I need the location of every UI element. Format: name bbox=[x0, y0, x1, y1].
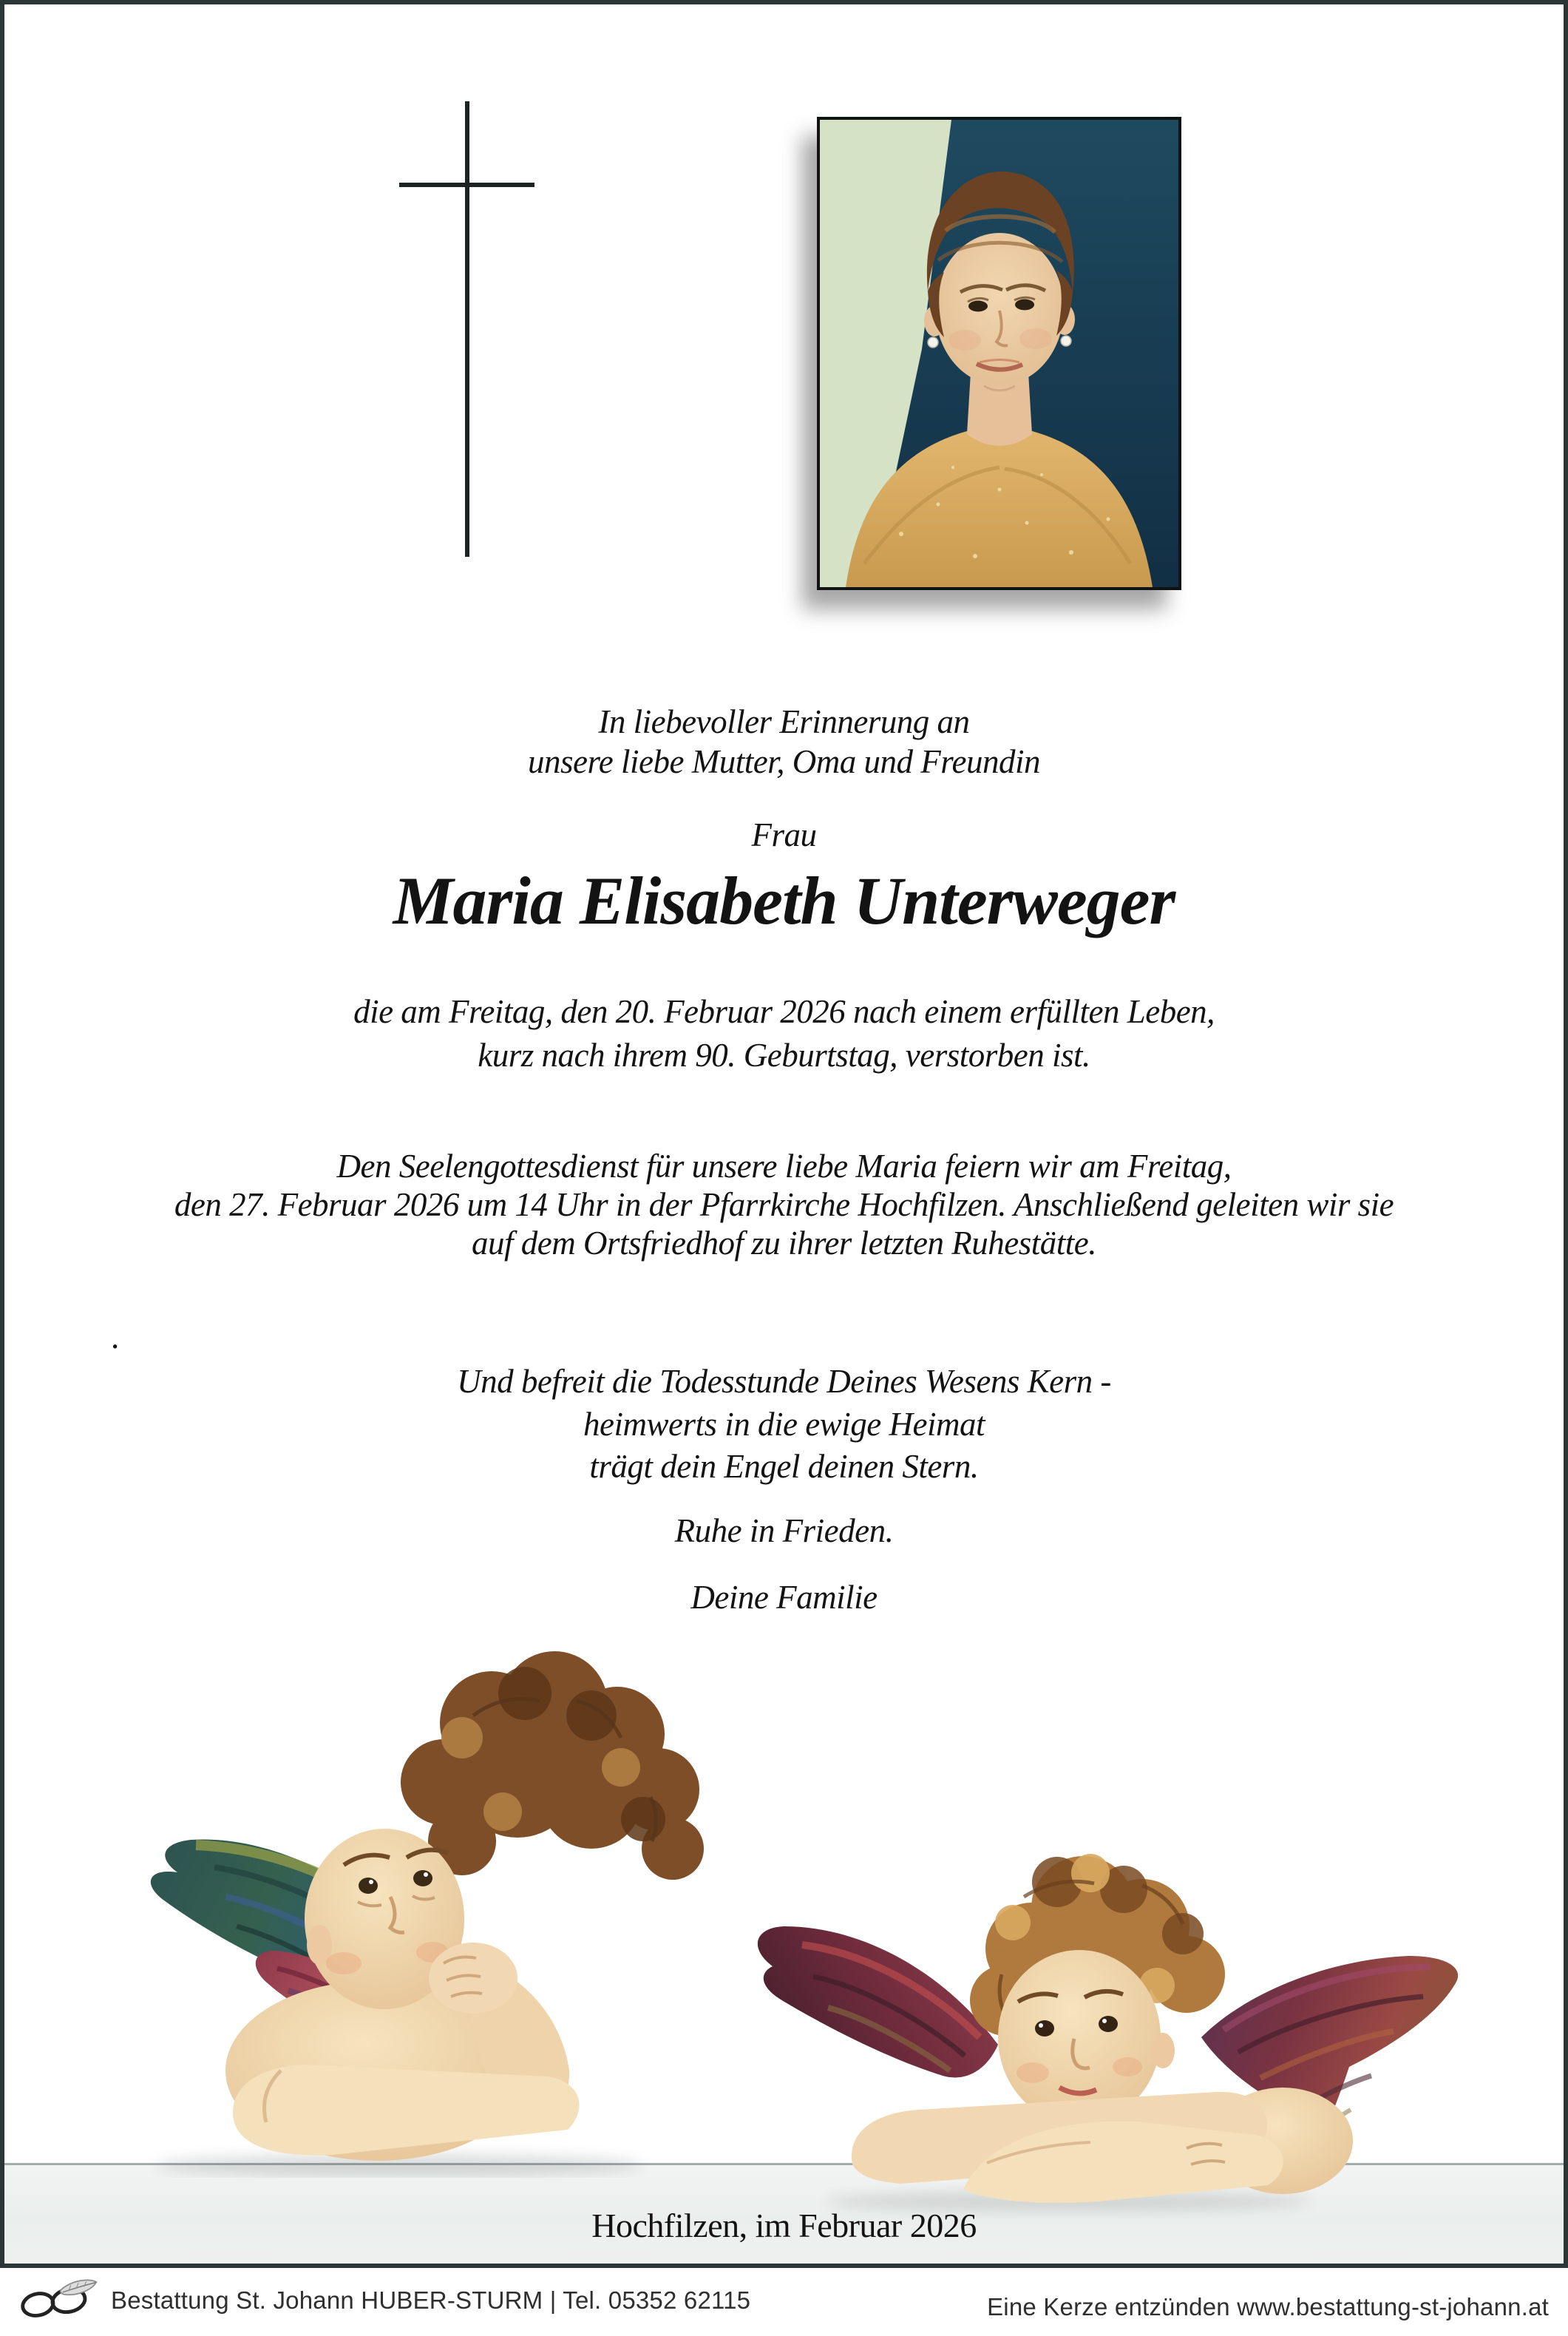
service-line-3: auf dem Ortsfriedhof zu ihrer letzten Ruhestätte. bbox=[471, 1225, 1096, 1262]
stray-dot: . bbox=[111, 1318, 119, 1355]
candle-link[interactable]: Eine Kerze entzünden www.bestattung-st-johann.at bbox=[987, 2293, 1549, 2320]
cherub-right-art bbox=[743, 1815, 1534, 2218]
deceased-name: Maria Elisabeth Unterweger bbox=[393, 863, 1175, 938]
poem-line-1: Und befreit die Todesstunde Deines Wesens Kern - bbox=[457, 1363, 1111, 1400]
intro-line-1: In liebevoller Erinnerung an bbox=[598, 703, 970, 740]
portrait-photo-art bbox=[820, 120, 1178, 587]
infinity-feather-logo-icon bbox=[13, 2274, 101, 2327]
death-line-1: die am Freitag, den 20. Februar 2026 nach einem erfüllten Leben, bbox=[353, 993, 1215, 1030]
poem-line-2: heimwerts in die ewige Heimat bbox=[583, 1406, 985, 1443]
funeral-home-block bbox=[13, 2274, 750, 2327]
service-line-2: den 27. Februar 2026 um 14 Uhr in der Pfarrkirche Hochfilzen. Anschließend geleiten wir sie bbox=[174, 1186, 1394, 1223]
cherub-right-illustration bbox=[743, 1815, 1534, 2222]
death-line-2: kurz nach ihrem 90. Geburtstag, verstorben ist. bbox=[478, 1037, 1090, 1074]
cross-icon-bar bbox=[399, 183, 534, 187]
funeral-home-info: Bestattung St. Johann HUBER-STURM | Tel. 05352 62115 bbox=[111, 2286, 751, 2314]
place-date-line: Hochfilzen, im Februar 2026 bbox=[591, 2207, 977, 2244]
rest-in-peace-line: Ruhe in Frieden. bbox=[674, 1512, 894, 1549]
cherub-left-art bbox=[59, 1627, 747, 2178]
family-signature: Deine Familie bbox=[690, 1579, 878, 1616]
footer bbox=[0, 2268, 1568, 2336]
intro-line-2: unsere liebe Mutter, Oma und Freundin bbox=[527, 743, 1041, 780]
service-line-1: Den Seelengottesdienst für unsere liebe Maria feiern wir am Freitag, bbox=[336, 1148, 1232, 1185]
portrait-photo bbox=[817, 117, 1181, 590]
salutation-line: Frau bbox=[751, 816, 817, 853]
cherub-left-illustration bbox=[59, 1627, 747, 2181]
poem-line-3: trägt dein Engel deinen Stern. bbox=[589, 1448, 979, 1485]
cross-icon bbox=[465, 101, 469, 557]
